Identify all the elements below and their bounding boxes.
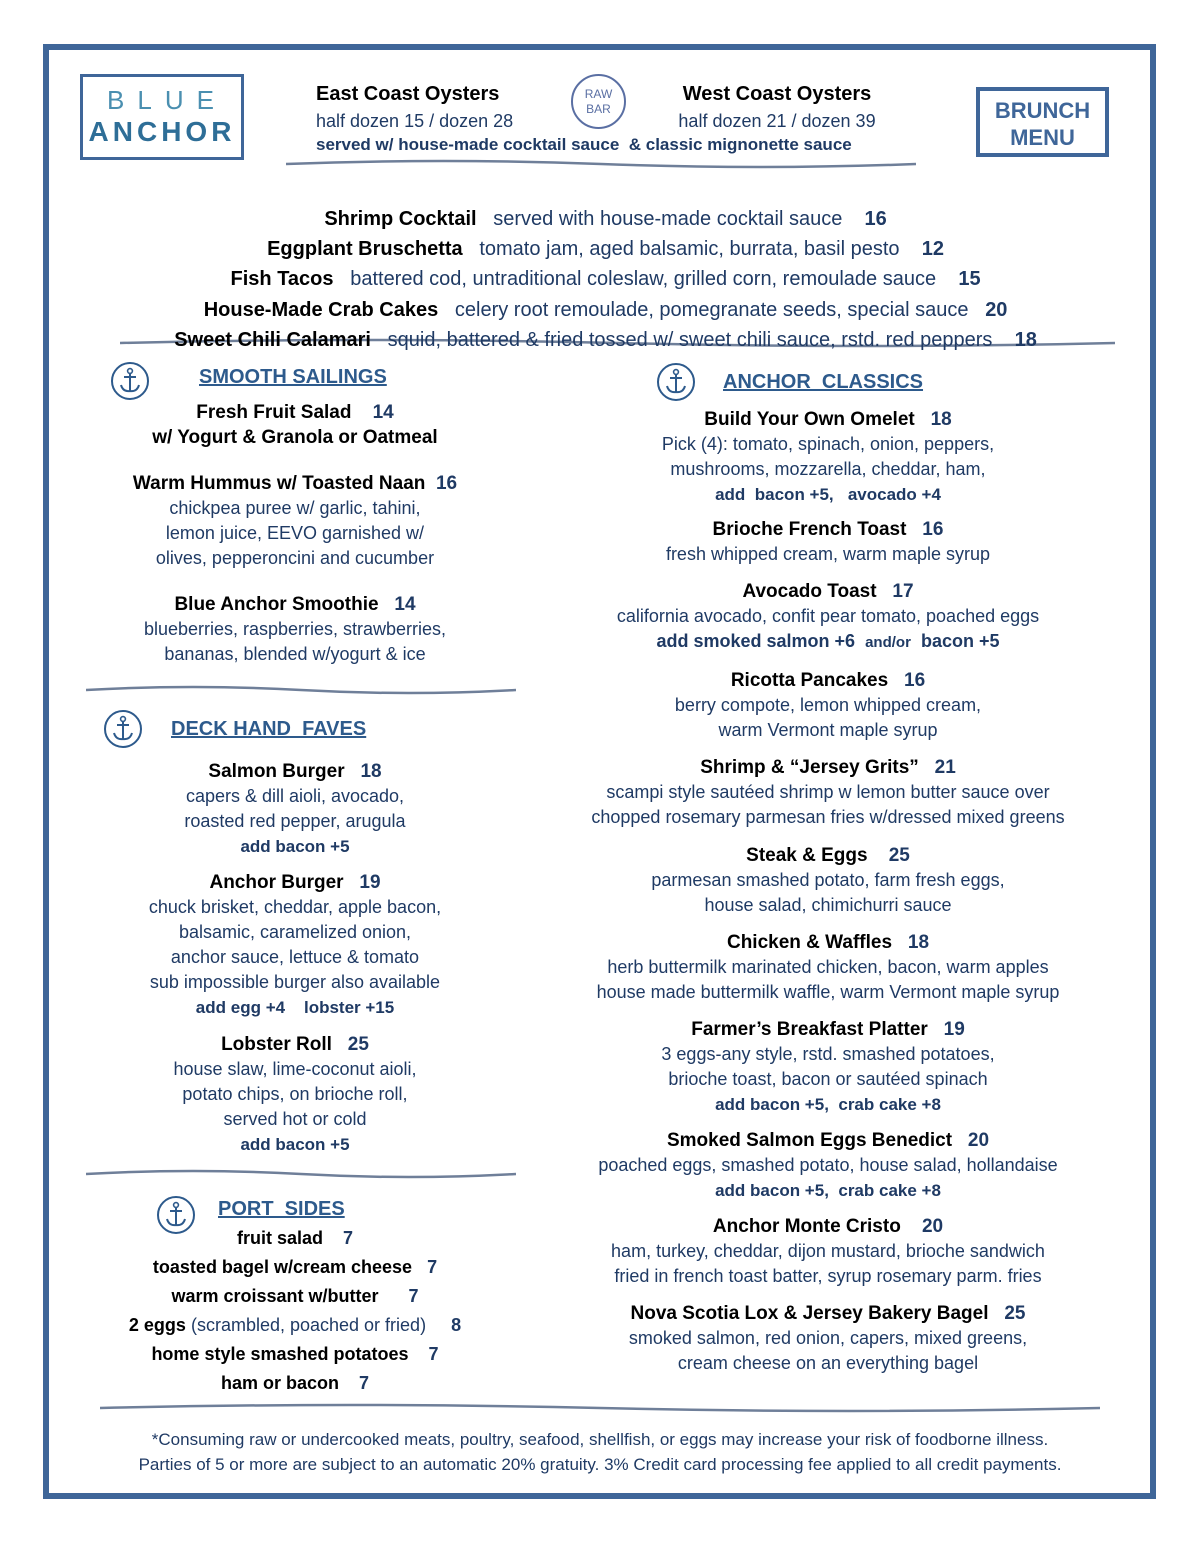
item-price: 19 <box>359 872 381 893</box>
item-desc: house slaw, lime-coconut aioli, <box>173 1059 417 1079</box>
item-desc: scampi style sautéed shrimp w lemon butter sauce over <box>606 782 1050 802</box>
appetizer-desc: battered cod, untraditional coleslaw, grilled corn, remoulade sauce <box>350 268 937 290</box>
side-name: home style smashed potatoes <box>151 1344 409 1364</box>
item-name: Smoked Salmon Eggs Benedict <box>666 1130 953 1151</box>
item-desc: sub impossible burger also available <box>149 972 441 992</box>
menu-item <box>80 1032 510 1157</box>
item-addon: add smoked salmon +6 <box>656 631 856 651</box>
item-desc: chuck brisket, cheddar, apple bacon, <box>148 897 442 917</box>
badge-line-2: MENU <box>1010 125 1075 150</box>
item-addon: add bacon +5, avocado +4 <box>715 485 941 504</box>
item-desc: chickpea puree w/ garlic, tahini, <box>169 498 421 518</box>
side-name: 2 eggs <box>128 1315 186 1335</box>
item-desc: parmesan smashed potato, farm fresh eggs, <box>651 870 1005 890</box>
menu-item <box>560 1301 1096 1376</box>
item-price: 16 <box>922 519 944 540</box>
appetizer-name: Sweet Chili Calamari <box>174 329 371 351</box>
item-desc: bananas, blended w/yogurt & ice <box>164 644 426 664</box>
anchor-classics-heading: ANCHOR CLASSICS <box>723 371 924 393</box>
appetizer-price: 16 <box>864 208 887 230</box>
side-price: 7 <box>359 1373 370 1393</box>
item-price: 25 <box>888 845 910 866</box>
menu-item <box>80 400 510 450</box>
item-name: Lobster Roll <box>221 1034 332 1055</box>
item-name: Farmer’s Breakfast Platter <box>691 1019 928 1040</box>
item-desc: roasted red pepper, arugula <box>184 811 406 831</box>
item-name: Brioche French Toast <box>712 519 907 540</box>
west-oyster-price: half dozen 21 / dozen 39 <box>678 111 876 131</box>
item-addon: add egg +4 lobster +15 <box>195 998 395 1017</box>
item-name: Anchor Monte Cristo <box>712 1216 901 1237</box>
item-desc: berry compote, lemon whipped cream, <box>674 695 982 715</box>
item-desc: served hot or cold <box>223 1109 367 1129</box>
item-desc: california avocado, confit pear tomato, poached eggs <box>616 606 1040 626</box>
side-item <box>80 1340 510 1369</box>
smooth-sailings-heading: SMOOTH SAILINGS <box>199 366 387 388</box>
item-price: 21 <box>934 757 956 778</box>
item-name: Ricotta Pancakes <box>730 670 889 691</box>
menu-item <box>560 517 1096 567</box>
menu-item <box>560 579 1096 655</box>
item-addon: add bacon +5 <box>240 837 350 856</box>
side-price: 7 <box>427 1257 438 1277</box>
item-desc: fresh whipped cream, warm maple syrup <box>665 544 991 564</box>
item-desc: olives, pepperoncini and cucumber <box>155 548 435 568</box>
badge-line-1: BRUNCH <box>994 98 1091 123</box>
item-subtitle: w/ Yogurt & Granola or Oatmeal <box>152 427 438 448</box>
item-addon-connector: and/or <box>865 634 911 651</box>
menu-item <box>80 759 510 859</box>
item-name: Blue Anchor Smoothie <box>174 594 379 615</box>
logo-line-1: BLUE <box>107 85 227 115</box>
item-desc: house salad, chimichurri sauce <box>704 895 952 915</box>
item-name: Nova Scotia Lox & Jersey Bakery Bagel <box>630 1303 989 1324</box>
right-column <box>560 0 1096 1556</box>
left-column <box>80 0 510 1556</box>
item-name: Build Your Own Omelet <box>704 409 915 430</box>
item-desc: cream cheese on an everything bagel <box>677 1353 979 1373</box>
item-price: 18 <box>930 409 952 430</box>
side-item <box>80 1253 510 1282</box>
appetizer-name: Fish Tacos <box>230 268 334 290</box>
item-name: Avocado Toast <box>742 581 877 602</box>
menu-item <box>560 930 1096 1005</box>
footer-notice <box>0 1427 1200 1477</box>
item-price: 19 <box>943 1019 965 1040</box>
appetizer-name: Eggplant Bruschetta <box>267 238 463 260</box>
item-desc: chopped rosemary parmesan fries w/dressed mixed greens <box>591 807 1065 827</box>
item-price: 25 <box>347 1034 369 1055</box>
side-name: ham or bacon <box>220 1373 339 1393</box>
item-name: Chicken & Waffles <box>726 932 893 953</box>
item-desc: fried in french toast batter, syrup rosemary parm. fries <box>614 1266 1042 1286</box>
menu-item <box>80 870 510 1020</box>
side-name: warm croissant w/butter <box>171 1286 379 1306</box>
appetizer-desc: celery root remoulade, pomegranate seeds, special sauce <box>454 299 969 321</box>
menu-item <box>560 1128 1096 1203</box>
item-addon: add bacon +5 <box>240 1135 350 1154</box>
west-oyster-title: West Coast Oysters <box>682 83 872 105</box>
appetizer-price: 12 <box>921 238 945 260</box>
menu-item <box>560 1214 1096 1289</box>
east-oyster-price: half dozen 15 / dozen 28 <box>316 111 514 131</box>
item-price: 14 <box>372 402 394 423</box>
side-price: 7 <box>428 1344 439 1364</box>
item-addon: bacon +5 <box>920 631 1000 651</box>
appetizer-price: 15 <box>958 268 981 290</box>
item-desc: anchor sauce, lettuce & tomato <box>170 947 420 967</box>
appetizer-name: House-Made Crab Cakes <box>203 299 439 321</box>
side-options: (scrambled, poached or fried) <box>190 1315 427 1335</box>
item-name: Fresh Fruit Salad <box>196 402 352 423</box>
item-price: 14 <box>394 594 416 615</box>
side-item <box>80 1311 510 1340</box>
appetizer-desc: served with house-made cocktail sauce <box>493 208 843 230</box>
item-price: 25 <box>1004 1303 1026 1324</box>
appetizer-price: 18 <box>1014 329 1037 351</box>
side-price: 7 <box>408 1286 419 1306</box>
appetizer-desc: tomato jam, aged balsamic, burrata, basil pesto <box>479 238 900 260</box>
menu-item <box>560 407 1096 507</box>
east-oyster-title: East Coast Oysters <box>316 83 500 105</box>
side-price: 8 <box>451 1315 462 1335</box>
item-desc: brioche toast, bacon or sautéed spinach <box>668 1069 988 1089</box>
item-desc: potato chips, on brioche roll, <box>182 1084 408 1104</box>
item-price: 18 <box>360 761 382 782</box>
item-name: Anchor Burger <box>209 872 344 893</box>
item-price: 18 <box>907 932 930 953</box>
appetizer-desc: squid, battered & fried tossed w/ sweet chili sauce, rstd. red peppers <box>387 329 993 351</box>
side-name: toasted bagel w/cream cheese <box>152 1257 413 1277</box>
item-desc: herb buttermilk marinated chicken, bacon, warm apples <box>607 957 1049 977</box>
item-name: Warm Hummus w/ Toasted Naan <box>132 473 426 494</box>
side-name: fruit salad <box>236 1228 323 1248</box>
side-price: 7 <box>343 1228 354 1248</box>
item-desc: mushrooms, mozzarella, cheddar, ham, <box>670 459 986 479</box>
item-desc: 3 eggs-any style, rstd. smashed potatoes, <box>661 1044 995 1064</box>
port-sides-heading: PORT SIDES <box>218 1198 345 1220</box>
appetizer-name: Shrimp Cocktail <box>324 208 477 230</box>
item-desc: smoked salmon, red onion, capers, mixed greens, <box>628 1328 1028 1348</box>
item-price: 17 <box>892 581 914 602</box>
menu-item <box>80 471 510 571</box>
item-desc: balsamic, caramelized onion, <box>178 922 412 942</box>
item-price: 16 <box>435 473 458 494</box>
item-desc: Pick (4): tomato, spinach, onion, peppers, <box>661 434 995 454</box>
rawbar-line-1: RAW <box>584 87 613 101</box>
side-item <box>80 1369 510 1398</box>
item-name: Shrimp & “Jersey Grits” <box>700 757 919 778</box>
item-price: 16 <box>904 670 926 691</box>
appetizer-price: 20 <box>985 299 1008 321</box>
item-addon: add bacon +5, crab cake +8 <box>715 1181 941 1200</box>
menu-item <box>560 1017 1096 1117</box>
item-desc: ham, turkey, cheddar, dijon mustard, brioche sandwich <box>611 1241 1045 1261</box>
logo-line-2: ANCHOR <box>88 116 236 147</box>
footer-line-1: *Consuming raw or undercooked meats, poultry, seafood, shellfish, or eggs may increase your risk of foodborne illness. <box>151 1430 1049 1449</box>
item-name: Salmon Burger <box>208 761 345 782</box>
item-desc: house made buttermilk waffle, warm Vermont maple syrup <box>596 982 1060 1002</box>
item-price: 20 <box>967 1130 990 1151</box>
deck-hand-faves-heading: DECK HAND FAVES <box>171 718 367 740</box>
item-price: 20 <box>921 1216 944 1237</box>
item-name: Steak & Eggs <box>746 845 868 866</box>
menu-item <box>560 755 1096 830</box>
footer-line-2: Parties of 5 or more are subject to an automatic 20% gratuity. 3% Credit card processing fee applied to all credit payments. <box>138 1455 1062 1474</box>
rawbar-line-2: BAR <box>586 102 611 116</box>
oyster-sauce-note: served w/ house-made cocktail sauce & classic mignonette sauce <box>316 135 852 154</box>
item-addon: add bacon +5, crab cake +8 <box>715 1095 941 1114</box>
side-item <box>80 1282 510 1311</box>
item-desc: warm Vermont maple syrup <box>718 720 938 740</box>
side-item <box>80 1224 510 1253</box>
menu-item <box>560 843 1096 918</box>
item-desc: poached eggs, smashed potato, house salad, hollandaise <box>598 1155 1058 1175</box>
item-desc: capers & dill aioli, avocado, <box>185 786 405 806</box>
menu-item <box>560 668 1096 743</box>
item-desc: blueberries, raspberries, strawberries, <box>143 619 447 639</box>
menu-item <box>80 592 510 667</box>
item-desc: lemon juice, EEVO garnished w/ <box>165 523 425 543</box>
